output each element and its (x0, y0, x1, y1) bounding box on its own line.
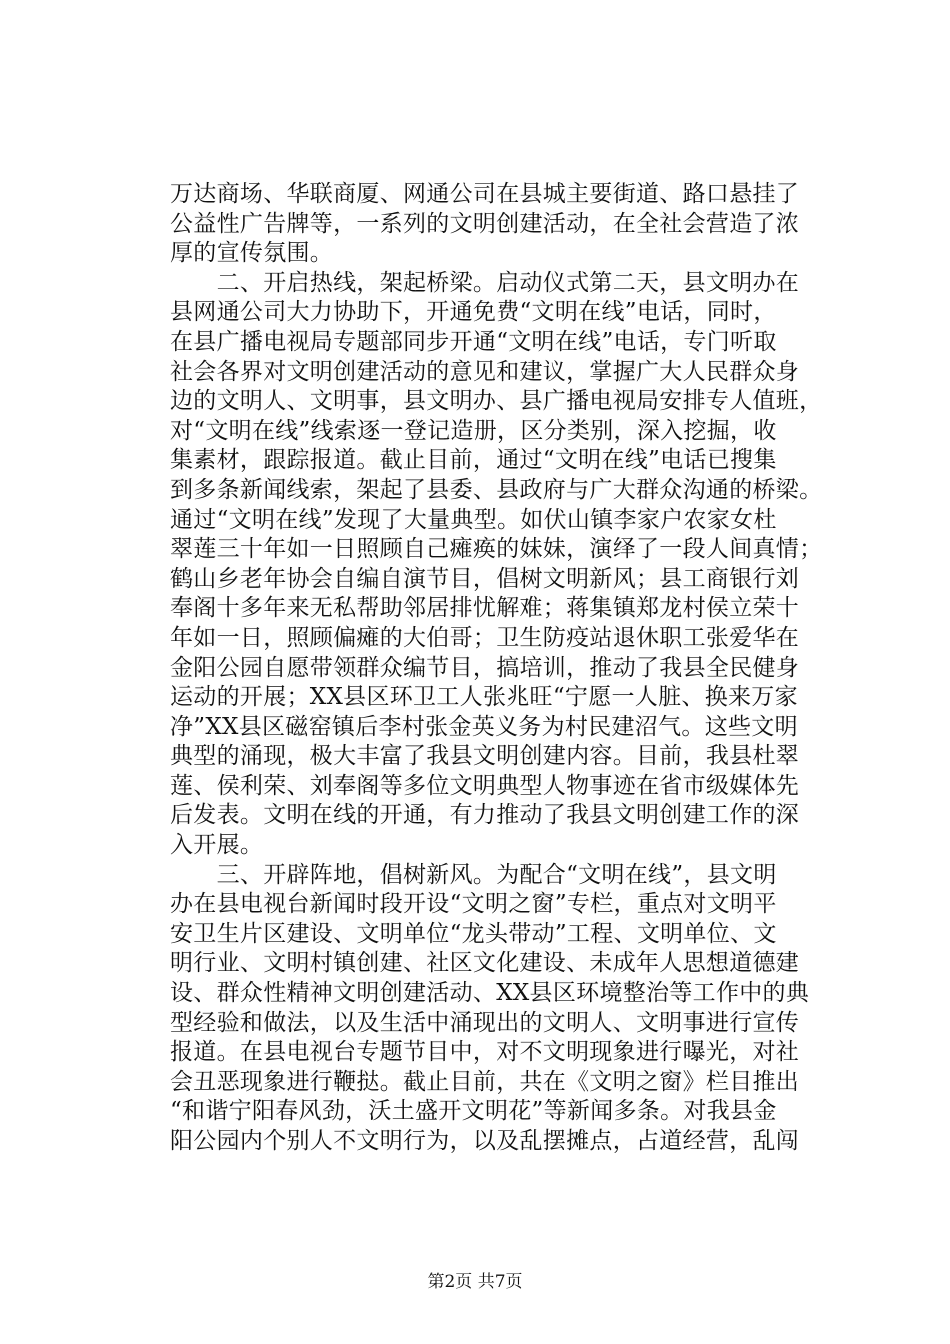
text-line: 金阳公园自愿带领群众编节目，搞培训，推动了我县全民健身 (170, 654, 800, 681)
text-line: 鹤山乡老年协会自编自演节目，倡树文明新风；县工商银行刘 (170, 565, 800, 592)
text-line: 净”XX县区磁窑镇后李村张金英义务为村民建沼气。这些文明 (170, 713, 798, 740)
text-line: 对“文明在线”线索逐一登记造册，区分类别，深入挖掘，收 (170, 417, 777, 444)
text-line: 县网通公司大力协助下，开通免费“文明在线”电话，同时， (170, 299, 777, 326)
text-line: 万达商场、华联商厦、网通公司在县城主要街道、路口悬挂了 (170, 181, 800, 207)
text-line: 会丑恶现象进行鞭挞。截止目前，共在《文明之窗》栏目推出 (170, 1068, 800, 1095)
text-line: 型经验和做法，以及生活中涌现出的文明人、文明事进行宣传 (170, 1009, 800, 1036)
text-line: 公益性广告牌等，一系列的文明创建活动，在全社会营造了浓 (170, 210, 800, 237)
page-number-footer: 第2页 共7页 (427, 1272, 523, 1292)
text-line: 运动的开展；XX县区环卫工人张兆旺“宁愿一人脏、换来万家 (170, 684, 798, 711)
text-line: 报道。在县电视台专题节目中，对不文明现象进行曝光，对社 (170, 1039, 800, 1066)
text-line: 在县广播电视局专题部同步开通“文明在线”电话，专门听取 (170, 328, 777, 355)
text-line: 二、开启热线，架起桥梁。启动仪式第二天，县文明办在 (170, 269, 800, 296)
text-line: 边的文明人、文明事，县文明办、县广播电视局安排专人值班， (170, 388, 823, 415)
text-line: 入开展。 (170, 832, 264, 859)
text-line: 厚的宣传氛围。 (170, 240, 334, 267)
text-line: 莲、侯利荣、刘奉阁等多位文明典型人物事迹在省市级媒体先 (170, 772, 800, 799)
text-line: 设、群众性精神文明创建活动、XX县区环境整治等工作中的典 (170, 980, 810, 1007)
text-line: 翠莲三十年如一日照顾自己瘫痪的妹妹，演绎了一段人间真情； (170, 536, 823, 563)
text-line: 三、开辟阵地，倡树新风。为配合“文明在线”，县文明 (170, 861, 777, 888)
text-line: 社会各界对文明创建活动的意见和建议，掌握广大人民群众身 (170, 358, 800, 385)
text-line: “和谐宁阳春风劲，沃土盛开文明花”等新闻多条。对我县金 (170, 1098, 777, 1125)
text-line: 安卫生片区建设、文明单位“龙头带动”工程、文明单位、文 (170, 920, 777, 947)
text-line: 年如一日，照顾偏瘫的大伯哥；卫生防疫站退休职工张爱华在 (170, 624, 800, 651)
text-line: 阳公园内个别人不文明行为，以及乱摆摊点，占道经营，乱闯 (170, 1128, 800, 1154)
text-line: 后发表。文明在线的开通，有力推动了我县文明创建工作的深 (170, 802, 800, 829)
text-line: 通过“文明在线”发现了大量典型。如伏山镇李家户农家女杜 (170, 506, 777, 533)
text-line: 奉阁十多年来无私帮助邻居排忧解难；蒋集镇郑龙村侯立荣十 (170, 595, 800, 622)
text-line: 集素材，跟踪报道。截止目前，通过“文明在线”电话已搜集 (170, 447, 777, 474)
text-line: 到多条新闻线索，架起了县委、县政府与广大群众沟通的桥梁。 (170, 476, 823, 503)
text-line: 办在县电视台新闻时段开设“文明之窗”专栏，重点对文明平 (170, 891, 777, 918)
text-line: 明行业、文明村镇创建、社区文化建设、未成年人思想道德建 (170, 950, 800, 977)
text-line: 典型的涌现，极大丰富了我县文明创建内容。目前，我县杜翠 (170, 743, 800, 770)
document-body (170, 180, 823, 1157)
